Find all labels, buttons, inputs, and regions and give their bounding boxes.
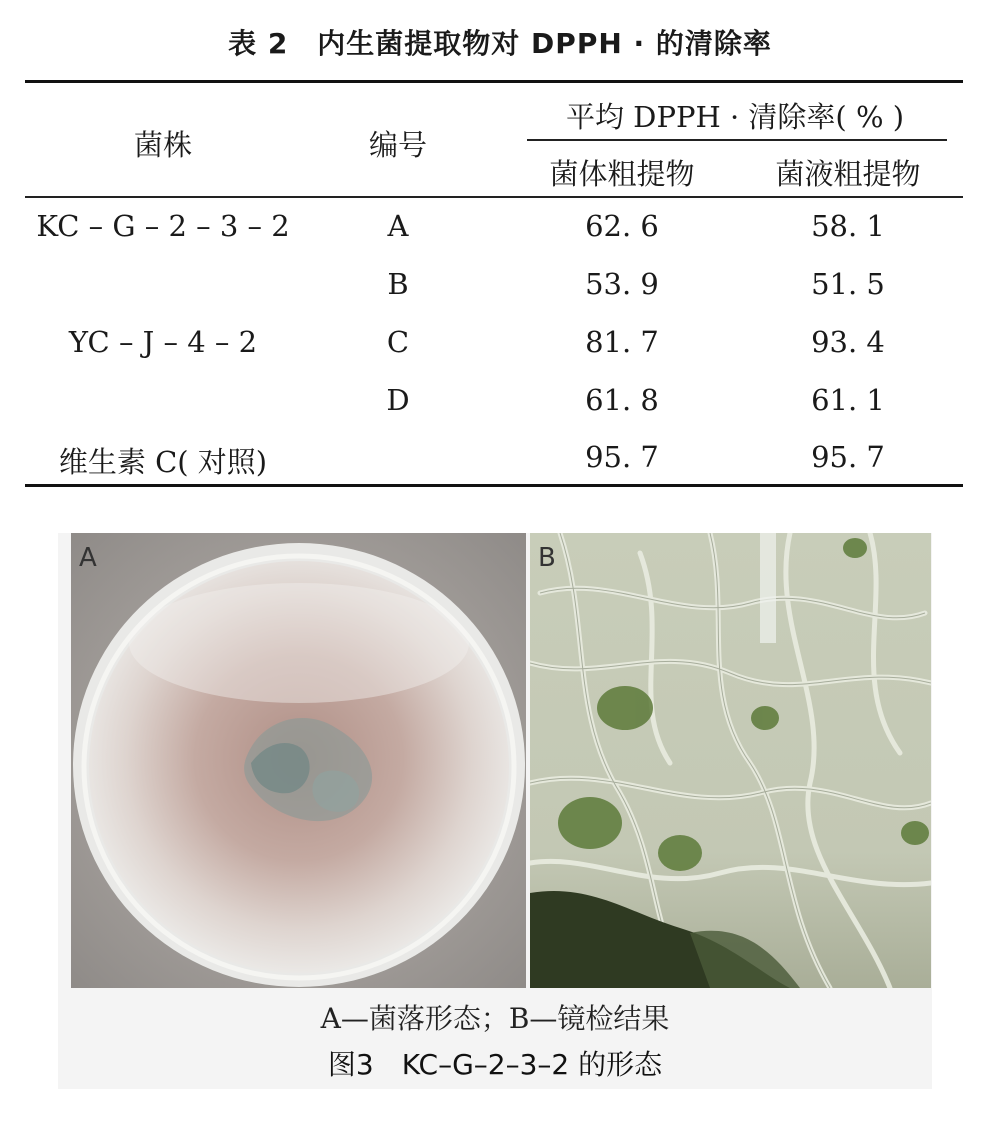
row-liquid-value: 58. 1 (811, 209, 885, 243)
row-body-value: 95. 7 (585, 440, 659, 474)
colony-photo (71, 533, 526, 988)
row-liquid-value: 51. 5 (811, 267, 885, 301)
row-liquid-value: 93. 4 (811, 325, 885, 359)
row-strain: KC – G – 2 – 3 – 2 (36, 209, 290, 243)
hyphae-micrograph-image (530, 533, 931, 988)
table-bottom-rule (25, 484, 963, 487)
table-title: 表 2 内生菌提取物对 DPPH · 的清除率 (228, 27, 772, 60)
row-strain: 维生素 C( 对照) (58, 445, 268, 479)
figure-subcaption: A—菌落形态；B—镜检结果 (320, 1002, 670, 1035)
row-body-value: 62. 6 (585, 209, 659, 243)
header-group-rule (527, 139, 947, 141)
row-body-value: 61. 8 (585, 383, 659, 417)
header-code: 编号 (368, 128, 427, 162)
panel-a-label: A (79, 543, 97, 573)
header-bottom-rule (25, 196, 963, 198)
row-strain: YC – J – 4 – 2 (68, 325, 258, 359)
figure-3 (58, 533, 932, 1089)
row-liquid-value: 95. 7 (811, 440, 885, 474)
row-liquid-value: 61. 1 (811, 383, 885, 417)
row-code: A (387, 209, 409, 243)
table-top-rule (25, 80, 963, 83)
header-strain: 菌株 (133, 128, 192, 162)
figure-caption: 图3 KC–G–2–3–2 的形态 (327, 1048, 663, 1081)
header-liquid-extract: 菌液粗提物 (775, 157, 921, 191)
header-body-extract: 菌体粗提物 (549, 157, 695, 191)
row-body-value: 53. 9 (585, 267, 659, 301)
microscopy-photo (530, 533, 931, 988)
panel-b-label: B (538, 543, 556, 573)
row-code: D (386, 383, 410, 417)
row-body-value: 81. 7 (585, 325, 659, 359)
header-scavenging-rate: 平均 DPPH · 清除率( % ) (565, 100, 905, 134)
petri-dish-image (71, 533, 526, 988)
row-code: B (387, 267, 409, 301)
row-code: C (386, 325, 410, 359)
